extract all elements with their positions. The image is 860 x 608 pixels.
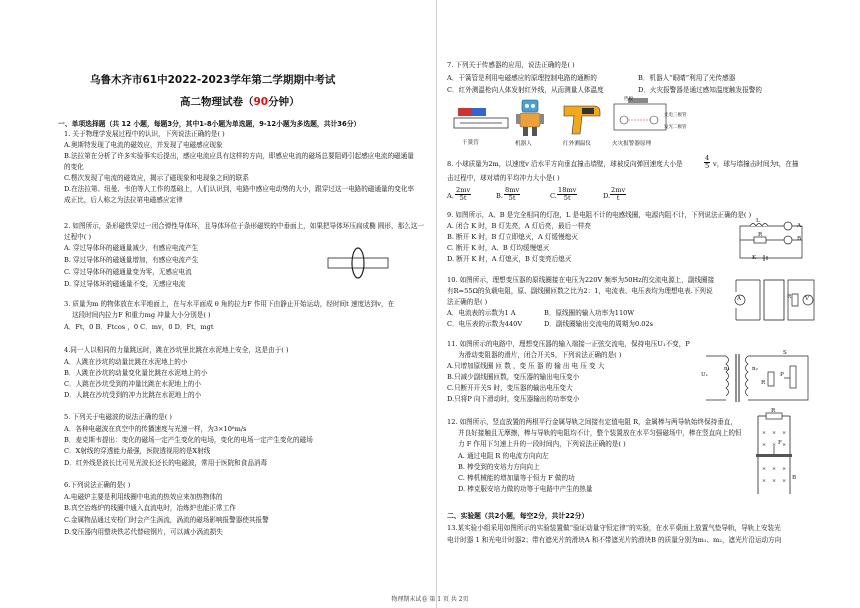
q11-label-n1: n₁ <box>724 366 730 372</box>
q9-label-l: L <box>756 218 760 224</box>
q3-stem: 3. 质量为m 的物体放在水平地面上，在与水平面成 θ 角的拉力F 作用下由静止开始运动，经时间t 速度达到v，在 <box>64 300 395 308</box>
q1-option-b: B.法拉第在分析了许多实验事实后提出，感应电流应具有这样的方向，即感应电流的磁场总要阻碍引起感应电流的磁通量 <box>64 152 414 160</box>
q11-label-s: S <box>783 350 787 356</box>
q3-options: A．Ft，0 B．Ftcos ，0 C．mv，0 D．Ft，mgt <box>64 323 214 331</box>
q8-option-d-label: D. <box>603 192 611 200</box>
q2-option-c: C. 穿过导体环的磁通量变为零，无感应电流 <box>64 268 192 276</box>
q10-stem-cont: 有R=55Ω的负载电阻，原、副线圈匝数之比为2：1，电流表、电压表均为理想电表.下列说 <box>447 287 713 295</box>
q7-option-d: D．火灾报警器是通过感知温度触发报警的 <box>638 86 762 94</box>
q7-option-b: B．机器人“眼睛”利用了光传感器 <box>638 74 736 82</box>
q12-option-c: C. 棒机械能的增加量等于恒力 F 做的功 <box>458 474 575 482</box>
q6-option-c: C.金属物品通过安检门时会产生涡流，涡流的磁场影响报警器使其报警 <box>64 516 269 524</box>
q8-speed-fraction: $\frac{4}{5}$ <box>705 154 710 170</box>
fire-alarm-label-baffle: 挡板 <box>624 97 633 102</box>
svg-text:×: × <box>782 478 787 484</box>
q5-option-d: D．红外线是波长比可见光波长还长的电磁波，常用于医院和食品消毒 <box>64 459 268 467</box>
q2-option-b: B. 穿过导体环的磁通量增加，有感应电流产生 <box>64 256 199 264</box>
q10-option-b: B．原线圈的输入功率为110W <box>544 309 635 317</box>
fire-alarm-label-led: 发光二极管 <box>664 125 687 130</box>
q12-option-a: A. 通过电阻 R 的电流方向向左 <box>458 452 549 460</box>
q11-circuit-figure <box>696 348 818 408</box>
svg-text:×: × <box>772 478 777 484</box>
q1-stem: 1. 关于物理学发展过程中的认识，下列说法正确的是( ) <box>64 130 225 138</box>
q10-stem-cont2: 法正确的是( ) <box>447 298 488 306</box>
q10-option-d: D．副线圈输出交流电的周期为0.02s <box>544 320 654 328</box>
ir-thermometer-figure <box>560 100 604 138</box>
q11-stem: 11. 如图所示的电路中，理想变压器的输入端接一正弦交流电，保持电压U₁不变，P <box>447 340 690 348</box>
robot-caption: 机器人 <box>515 141 532 147</box>
ir-thermometer-caption: 红外测温仪 <box>563 141 591 147</box>
q9-stem: 9. 如图所示，A、B 是完全相同的灯泡，L 是电阻不计的电感线圈，电源内阻不计，下列说法正确的是( ) <box>447 211 752 219</box>
q9-option-d: D. 断开 K 时，A 灯熄灭，B 灯变亮后熄灭 <box>447 255 572 263</box>
q10-label-r: R <box>787 294 792 300</box>
q9-label-k: K <box>752 255 757 261</box>
q8-stem-cont2: 击过程中，球对墙的平均冲力大小是( ) <box>447 174 560 182</box>
q7-option-c: C．红外测温枪向人体发射红外线，从而测量人体温度 <box>447 86 604 94</box>
q8-option-d: $\frac{2mv}{t}$ <box>611 186 626 202</box>
q5-option-a: A．各种电磁波在真空中的传播速度与光速一样，为3×10⁸m/s <box>64 425 247 433</box>
reed-switch-figure <box>450 100 512 138</box>
q11-stem-cont: 为滑动变阻器的滑片，闭合开关S，下列说法正确的是( ) <box>458 351 622 359</box>
q10-option-c: C．电压表的示数为440V <box>447 320 523 328</box>
q9-option-b: B. 断开 K 时，B 灯立即熄灭，A 灯缓慢熄灭 <box>447 233 578 241</box>
reed-switch-caption: 干簧管 <box>462 140 479 146</box>
column-divider <box>436 0 437 608</box>
q12-stem-cont2: 力 F 作用下匀速上升的一段时间内，下列说法正确的是( ) <box>458 440 626 448</box>
q11-option-d: D.只将P 向下滑动时，变压器输出的功率变小 <box>447 395 580 403</box>
q10-stem: 10. 如图所示，理想变压器的原线圈接在电压为220V 频率为50Hz的交流电源上，副线圈接 <box>447 276 715 284</box>
q12-label-b: B <box>792 475 797 481</box>
q11-option-a: A.只增加原线圈 匝 数 ，变 压 器 的 输 出 电 压 变 大 <box>447 362 605 370</box>
q12-option-d: D. 棒克服安培力做的功等于电路中产生的热量 <box>458 485 593 493</box>
q13-stem: 13.某实验小组采用如图所示的实验装置做“验证动量守恒定律”的实验，在水平桌面上放置气垫导轨，导轨上安装光 <box>447 524 781 532</box>
q11-label-p: P <box>780 372 784 378</box>
q2-option-a: A. 穿过导体环的磁通量减少，有感应电流产生 <box>64 244 199 252</box>
q12-rail-figure <box>748 410 800 498</box>
q2-stem-cont: 过程中( ) <box>64 233 92 241</box>
q13-stem-cont: 电计时器 1 和光电计时器2；带有遮光片的滑块A 和不带遮光片的滑块B 的质量分别为m₁、m₂，遮光片沿运动方向 <box>447 536 782 544</box>
q9-label-b: B <box>797 236 802 242</box>
q4-option-c: C．人跳在沙坑受到的冲量比跳在水泥地上的小 <box>64 380 201 388</box>
svg-text:×: × <box>782 430 787 436</box>
q4-option-a: A．人跳在沙坑的动量比跳在水泥地上的小 <box>64 358 188 366</box>
q7-option-a: A．干簧管是利用电磁感应的原理控制电路的通断的 <box>447 74 597 82</box>
exam-title: 乌鲁木齐市61中2022-2023学年第二学期期中考试 <box>90 74 336 86</box>
q4-option-b: B．人跳在沙坑的动量变化量比跳在水泥地上的小 <box>64 369 208 377</box>
q12-label-r: R <box>771 408 776 414</box>
page-footer: 物理期末试卷 第 1 页 共 2页 <box>391 596 469 603</box>
q2-stem: 2. 如图所示，条形磁铁穿过一闭合弹性导体环，且导体环位于条形磁铁的中垂面上，如果把导体环压扁成椭 圆形，那么这一 <box>64 222 424 230</box>
q3-stem-cont: 这段时间内拉力F 和重力mg 冲量大小分别是( ) <box>72 311 211 319</box>
q7-stem: 7. 下列关于传感器的应用，说法正确的是( ) <box>447 61 575 69</box>
q1-option-d: D.在法拉第、纽曼、韦伯等人工作的基础上，人们认识到，电路中感应电动势的大小，跟穿过这一电路的磁通量的变化率 <box>64 185 415 193</box>
svg-text:×: × <box>772 430 777 436</box>
magnet-ring-figure <box>322 246 394 280</box>
q8-stem-cont: v，球与墙撞击时间为t，在撞 <box>713 160 799 168</box>
q4-option-d: D．人跳在沙坑受到的冲力比跳在水泥地上的小 <box>64 391 202 399</box>
q11-option-c: C.只断开开关S 时，变压器的输出电压变大 <box>447 384 573 392</box>
q10-label-voltmeter: V <box>805 296 810 302</box>
fire-alarm-label-phototransistor: 光电三极管 <box>664 113 687 118</box>
svg-text:×: × <box>782 442 787 448</box>
svg-text:×: × <box>772 466 777 472</box>
q8-option-b-label: B. <box>496 192 503 200</box>
svg-text:×: × <box>762 442 767 448</box>
svg-text:×: × <box>772 442 777 448</box>
q5-option-c: C．X射线的穿透能力最强，医院透视用的是X射线 <box>64 447 211 455</box>
q6-option-a: A.电磁炉主要是利用线圈中电流的热效应来加热物体的 <box>64 493 223 501</box>
svg-text:×: × <box>782 466 787 472</box>
q8-option-a-label: A. <box>447 192 454 200</box>
svg-text:×: × <box>762 478 767 484</box>
q8-option-a: $\frac{2mv}{5t}$ <box>456 186 471 202</box>
svg-text:×: × <box>762 466 767 472</box>
q2-option-d: D. 穿过导体环的磁通量不变，无感应电流 <box>64 280 186 288</box>
exam-duration: 90 <box>253 96 269 108</box>
q10-label-ammeter: A <box>737 296 742 302</box>
svg-text:×: × <box>762 430 767 436</box>
q1-option-a: A.奥斯特发现了电流的磁效应，并发现了电磁感应现象 <box>64 141 223 149</box>
q9-label-r: R <box>758 232 763 238</box>
q6-option-d: D.变压器内用整块铁芯代替硅钢片，可以减小涡流损失 <box>64 528 223 536</box>
q4-stem: 4.同一人以相同的力量跳远时，跳在沙坑里比跳在水泥地上安全，这是由于( ) <box>64 346 289 354</box>
q9-option-c: C. 断开 K 时，A、B 灯均缓慢熄灭 <box>447 244 550 252</box>
q8-option-c-label: C. <box>550 192 557 200</box>
q8-stem: 8. 小球质量为2m，以速度v 沿水平方向垂直撞击墙壁，球被反向弹回速度大小是 <box>447 160 683 168</box>
q9-option-a: A. 闭合 K 时，B 灯先亮，A 灯后亮，最后一样亮 <box>447 222 591 230</box>
q12-stem-cont: 并良好接触且无摩擦，棒与导轨的电阻均不计，整个装置放在水平匀强磁场中，棒在竖直向上的恒 <box>458 429 742 437</box>
q11-label-u1: U₁ <box>701 372 708 378</box>
q6-option-b: B.真空冶炼炉的线圈中通入直流电时，冶炼炉也能正常工作 <box>64 504 236 512</box>
q1-option-b-cont: 的变化 <box>64 163 84 171</box>
q9-label-a: A <box>797 223 802 229</box>
robot-figure <box>512 98 548 138</box>
q11-option-b: B.只减少副线圈匝数，变压器的输出电压变小 <box>447 373 580 381</box>
q10-option-a: A．电流表的示数为1 A <box>447 309 516 317</box>
fire-alarm-caption: 火灾报警器原理 <box>612 141 652 147</box>
exam-subtitle: 高二物理试卷（90分钟） <box>180 96 300 108</box>
q5-option-b: B．麦克斯韦提出：变化的磁场一定产生变化的电场，变化的电场一定产生变化的磁场 <box>64 436 313 444</box>
q12-option-b: B. 棒受到的安培力方向向上 <box>458 463 540 471</box>
q1-option-d-cont: 成正比，后人称之为法拉第电磁感应定律 <box>64 196 183 204</box>
q8-option-b: $\frac{8mv}{5t}$ <box>505 186 520 202</box>
q12-stem: 12. 如图所示，竖直放置的两根平行金属导轨之间接有定值电阻 R，金属棒与两导轨始终保持垂直， <box>447 418 737 426</box>
q1-option-c: C.楞次发现了电流的磁效应，揭示了磁现象和电现象之间的联系 <box>64 174 249 182</box>
section2-heading: 二、实验题（共2小题，每空2分，共计22分） <box>447 512 589 520</box>
q11-label-r: R <box>761 380 766 386</box>
section1-heading: 一、单项选择题（共 12 小题，每题3分，其中1-8小题为单选题，9-12小题为多选题，共计36分） <box>58 120 361 128</box>
q11-label-n2: n₂ <box>752 366 758 372</box>
q5-stem: 5. 下列关于电磁波的说法正确的是( ) <box>64 413 172 421</box>
q8-option-c: $\frac{18mv}{5t}$ <box>558 186 577 202</box>
q12-label-f: F <box>778 440 782 446</box>
q6-stem: 6.下列说法正确的是( ) <box>64 481 131 489</box>
